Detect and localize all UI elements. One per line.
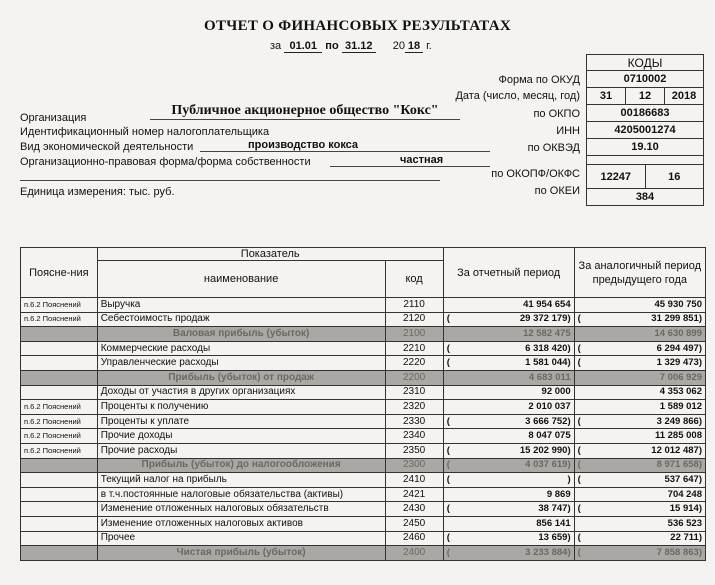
row-value-cur bbox=[443, 429, 574, 444]
row-value-prev bbox=[574, 516, 705, 531]
row-value-prev bbox=[574, 487, 705, 502]
row-code: 2120 bbox=[385, 312, 443, 327]
row-code: 2340 bbox=[385, 429, 443, 444]
table-row bbox=[21, 429, 706, 444]
row-value-prev: ( 6 294 497) bbox=[574, 341, 705, 356]
row-note bbox=[21, 502, 98, 517]
row-amount: 9 869 bbox=[546, 488, 571, 500]
row-note bbox=[21, 473, 98, 488]
period-year: 18 bbox=[405, 40, 423, 53]
label-date: Дата (число, месяц, год) bbox=[455, 90, 580, 102]
row-amount: 8 971 658 bbox=[656, 459, 699, 471]
row-value-cur bbox=[443, 327, 574, 342]
header-code: код bbox=[385, 261, 443, 298]
row-code: 2421 bbox=[385, 487, 443, 502]
table-row bbox=[21, 516, 706, 531]
row-code: 2350 bbox=[385, 443, 443, 458]
row-note: п.6.2 Пояснений bbox=[21, 298, 98, 313]
label-unit: Единица измерения: тыс. руб. bbox=[20, 186, 175, 198]
header-indicator: Показатель bbox=[97, 248, 443, 261]
row-name: Прибыль (убыток) от продаж bbox=[97, 370, 385, 385]
row-amount: 7 858 863 bbox=[656, 546, 699, 558]
code-okopf-okfs: 12247 16 bbox=[586, 165, 704, 189]
codes-head: КОДЫ bbox=[586, 54, 704, 71]
row-value-cur: ( ) bbox=[443, 473, 574, 488]
row-code: 2310 bbox=[385, 385, 443, 400]
row-name: Доходы от участия в других организациях bbox=[97, 385, 385, 400]
row-note: п.6.2 Пояснений bbox=[21, 443, 98, 458]
row-value-cur bbox=[443, 298, 574, 313]
table-row bbox=[21, 546, 706, 561]
org-activity: производство кокса bbox=[200, 139, 490, 152]
row-name: Себестоимость продаж bbox=[97, 312, 385, 327]
row-name: Изменение отложенных налоговых обязательств bbox=[97, 502, 385, 517]
header-name: наименование bbox=[97, 261, 385, 298]
code-date: 31 12 2018 bbox=[586, 88, 704, 105]
row-amount: 1 329 473 bbox=[656, 357, 699, 369]
table-row bbox=[21, 385, 706, 400]
row-name: Прочие расходы bbox=[97, 443, 385, 458]
row-note bbox=[21, 327, 98, 342]
row-code: 2110 bbox=[385, 298, 443, 313]
table-row bbox=[21, 370, 706, 385]
header-previous: За аналогичный период предыдущего года bbox=[574, 248, 705, 298]
row-code: 2410 bbox=[385, 473, 443, 488]
table-row bbox=[21, 356, 706, 371]
row-amount: 536 523 bbox=[667, 517, 702, 529]
row-amount: 13 659 bbox=[538, 532, 568, 544]
row-amount: 29 372 179 bbox=[519, 313, 568, 325]
label-activity: Вид экономической деятельности bbox=[20, 141, 194, 153]
label-okud: Форма по ОКУД bbox=[498, 74, 580, 86]
row-code: 2220 bbox=[385, 356, 443, 371]
row-name: Коммерческие расходы bbox=[97, 341, 385, 356]
row-value-prev bbox=[574, 429, 705, 444]
row-note bbox=[21, 385, 98, 400]
report-title: ОТЧЕТ О ФИНАНСОВЫХ РЕЗУЛЬТАТАХ bbox=[204, 18, 511, 34]
row-amount: 4 683 011 bbox=[528, 371, 571, 383]
row-name: Управленческие расходы bbox=[97, 356, 385, 371]
row-amount: 15 914 bbox=[669, 503, 699, 515]
row-note bbox=[21, 516, 98, 531]
row-name: Чистая прибыль (убыток) bbox=[97, 546, 385, 561]
row-value-cur bbox=[443, 487, 574, 502]
row-note bbox=[21, 370, 98, 385]
row-note bbox=[21, 546, 98, 561]
row-amount: 6 318 420 bbox=[525, 342, 568, 354]
label-org: Организация bbox=[20, 112, 87, 124]
row-amount: 704 248 bbox=[667, 488, 702, 500]
table-row bbox=[21, 312, 706, 327]
table-row bbox=[21, 327, 706, 342]
label-okpo: по ОКПО bbox=[533, 108, 580, 120]
row-value-prev bbox=[574, 298, 705, 313]
financial-results-table bbox=[20, 247, 706, 561]
row-value-prev: ( 22 711) bbox=[574, 531, 705, 546]
code-okved: 19.10 bbox=[586, 139, 704, 156]
row-code: 2430 bbox=[385, 502, 443, 517]
row-value-cur: ( 6 318 420) bbox=[443, 341, 574, 356]
row-amount: 4 353 062 bbox=[659, 386, 702, 398]
row-value-cur bbox=[443, 385, 574, 400]
row-name: Выручка bbox=[97, 298, 385, 313]
row-code: 2320 bbox=[385, 400, 443, 415]
row-amount: 38 747 bbox=[538, 503, 568, 515]
period-to: 31.12 bbox=[342, 40, 376, 53]
table-row bbox=[21, 298, 706, 313]
row-value-prev: ( 31 299 851) bbox=[574, 312, 705, 327]
row-value-prev bbox=[574, 370, 705, 385]
row-amount: 11 285 008 bbox=[654, 430, 702, 442]
row-amount: 45 930 750 bbox=[654, 298, 702, 310]
row-amount: 92 000 bbox=[541, 386, 571, 398]
code-okud: 0710002 bbox=[586, 71, 704, 88]
row-name: Изменение отложенных налоговых активов bbox=[97, 516, 385, 531]
row-value-cur: ( 4 037 619) bbox=[443, 458, 574, 473]
form-underline bbox=[20, 180, 440, 181]
org-name: Публичное акционерное общество "Кокс" bbox=[150, 103, 460, 120]
label-okei: по ОКЕИ bbox=[534, 185, 580, 197]
row-value-cur: ( 38 747) bbox=[443, 502, 574, 517]
row-amount: 14 630 899 bbox=[654, 327, 702, 339]
row-name: Прибыль (убыток) до налогообложения bbox=[97, 458, 385, 473]
row-amount: 7 006 929 bbox=[659, 371, 702, 383]
row-note bbox=[21, 487, 98, 502]
row-code: 2100 bbox=[385, 327, 443, 342]
row-value-cur bbox=[443, 370, 574, 385]
row-value-prev: ( 7 858 863) bbox=[574, 546, 705, 561]
row-amount: 1 581 044 bbox=[525, 357, 568, 369]
table-row bbox=[21, 473, 706, 488]
org-form: частная bbox=[330, 154, 490, 167]
row-amount: 6 294 497 bbox=[656, 342, 699, 354]
row-amount: 537 647 bbox=[664, 473, 699, 485]
row-name: Прочее bbox=[97, 531, 385, 546]
row-note: п.6.2 Пояснений bbox=[21, 400, 98, 415]
code-inn: 4205001274 bbox=[586, 122, 704, 139]
label-form: Организационно-правовая форма/форма собственности bbox=[20, 156, 311, 168]
row-amount: 8 047 075 bbox=[528, 430, 571, 442]
row-code: 2460 bbox=[385, 531, 443, 546]
row-value-prev: ( 12 012 487) bbox=[574, 443, 705, 458]
row-amount: 4 037 619 bbox=[525, 459, 568, 471]
code-okei: 384 bbox=[586, 189, 704, 206]
table-row bbox=[21, 443, 706, 458]
row-value-prev: ( 537 647) bbox=[574, 473, 705, 488]
row-value-prev: ( 3 249 866) bbox=[574, 414, 705, 429]
row-note: п.6.2 Пояснений bbox=[21, 414, 98, 429]
row-value-prev bbox=[574, 385, 705, 400]
period-from: 01.01 bbox=[284, 40, 322, 53]
row-amount: 41 954 654 bbox=[523, 298, 571, 310]
report-period: за 01.01 по 31.12 20 18 г. bbox=[270, 40, 432, 52]
row-value-cur: ( 15 202 990) bbox=[443, 443, 574, 458]
row-value-prev bbox=[574, 400, 705, 415]
row-value-cur: ( 3 666 752) bbox=[443, 414, 574, 429]
row-code: 2200 bbox=[385, 370, 443, 385]
table-row bbox=[21, 531, 706, 546]
row-value-cur: ( 1 581 044) bbox=[443, 356, 574, 371]
row-note: п.6.2 Пояснений bbox=[21, 312, 98, 327]
row-value-cur: ( 13 659) bbox=[443, 531, 574, 546]
row-note bbox=[21, 458, 98, 473]
row-value-prev: ( 15 914) bbox=[574, 502, 705, 517]
row-value-cur bbox=[443, 400, 574, 415]
code-okpo: 00186683 bbox=[586, 105, 704, 122]
table-row bbox=[21, 414, 706, 429]
row-amount: 2 010 037 bbox=[528, 400, 571, 412]
row-code: 2300 bbox=[385, 458, 443, 473]
row-code: 2400 bbox=[385, 546, 443, 561]
row-code: 2330 bbox=[385, 414, 443, 429]
table-row bbox=[21, 341, 706, 356]
row-amount: 12 012 487 bbox=[651, 444, 699, 456]
row-note bbox=[21, 531, 98, 546]
label-okopf: по ОКОПФ/ОКФС bbox=[491, 168, 580, 180]
row-name: Проценты к уплате bbox=[97, 414, 385, 429]
row-value-cur bbox=[443, 516, 574, 531]
header-current: За отчетный период bbox=[443, 248, 574, 298]
row-value-cur: ( 3 233 884) bbox=[443, 546, 574, 561]
row-amount: 12 582 475 bbox=[523, 327, 571, 339]
row-name: Прочие доходы bbox=[97, 429, 385, 444]
row-amount: 3 666 752 bbox=[525, 415, 568, 427]
row-amount: 15 202 990 bbox=[519, 444, 568, 456]
label-inn: ИНН bbox=[556, 125, 580, 137]
table-row bbox=[21, 487, 706, 502]
row-value-prev: ( 8 971 658) bbox=[574, 458, 705, 473]
row-name: Текущий налог на прибыль bbox=[97, 473, 385, 488]
row-value-prev: ( 1 329 473) bbox=[574, 356, 705, 371]
row-amount: 856 141 bbox=[536, 517, 571, 529]
row-name: в т.ч.постоянные налоговые обязательства (активы) bbox=[97, 487, 385, 502]
row-amount: 3 249 866 bbox=[656, 415, 699, 427]
row-amount: 3 233 884 bbox=[525, 546, 568, 558]
label-inn-name: Идентификационный номер налогоплательщика bbox=[20, 126, 270, 138]
row-amount: 22 711 bbox=[670, 532, 699, 544]
row-amount: 31 299 851 bbox=[651, 313, 699, 325]
row-name: Проценты к получению bbox=[97, 400, 385, 415]
table-row bbox=[21, 502, 706, 517]
row-code: 2450 bbox=[385, 516, 443, 531]
row-note bbox=[21, 356, 98, 371]
label-okved: по ОКВЭД bbox=[527, 142, 580, 154]
row-code: 2210 bbox=[385, 341, 443, 356]
row-value-prev bbox=[574, 327, 705, 342]
row-name: Валовая прибыль (убыток) bbox=[97, 327, 385, 342]
row-note: п.6.2 Пояснений bbox=[21, 429, 98, 444]
header-notes: Поясне-ния bbox=[21, 248, 98, 298]
codes-box bbox=[586, 54, 704, 206]
row-amount: 1 589 012 bbox=[659, 400, 702, 412]
row-note bbox=[21, 341, 98, 356]
table-row bbox=[21, 458, 706, 473]
row-value-cur: ( 29 372 179) bbox=[443, 312, 574, 327]
table-row bbox=[21, 400, 706, 415]
